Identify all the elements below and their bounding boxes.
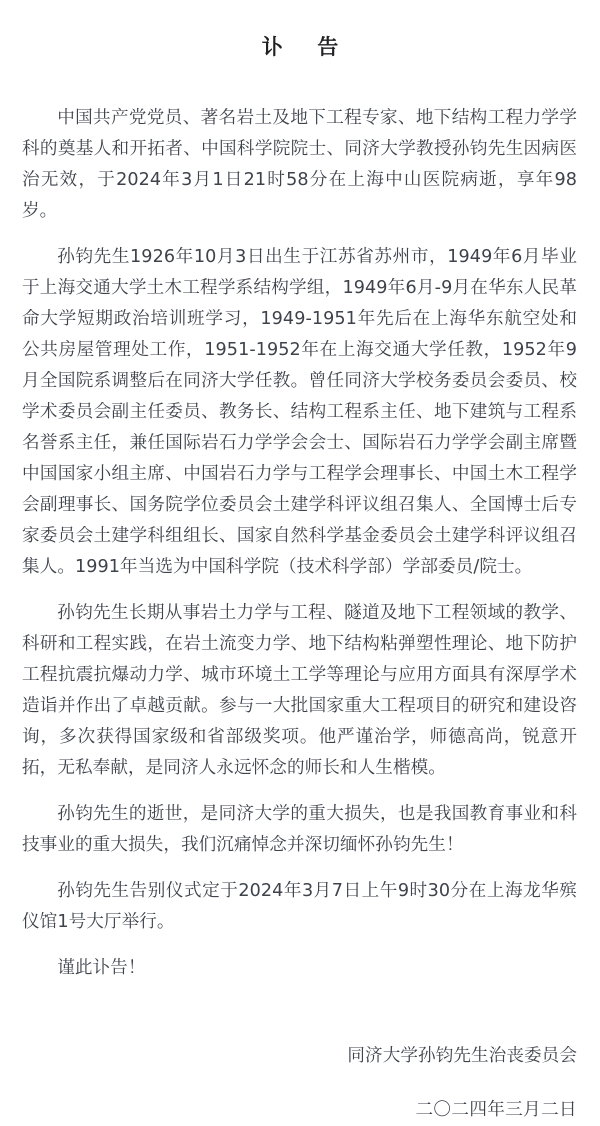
signature-date: 二〇二四年三月二日 [415, 1100, 577, 1120]
document-body [0, 103, 600, 984]
paragraph-condolence: 孙钧先生的逝世，是同济大学的重大损失，也是我国教育事业和科技事业的重大损失，我们沉痛悼念并深切缅怀孙钧先生！ [22, 804, 577, 855]
page-title: 讣 告 [261, 35, 345, 59]
paragraph-closing: 谨此讣告！ [57, 958, 146, 978]
signature-block [0, 1041, 600, 1126]
paragraph-ceremony: 孙钧先生告别仪式定于2024年3月7日上午9时30分在上海龙华殡仪馆1号大厅举行。 [22, 881, 577, 932]
paragraph-achievements: 孙钧先生长期从事岩土力学与工程、隧道及地下工程领域的教学、科研和工程实践，在岩土流变力学、地下结构粘弹塑性理论、地下防护工程抗震抗爆动力学、城市环境土工学等理论与应用方面具有深厚学术造诣并作出了卓越贡献。参与一大批国家重大工程项目的研究和建设咨询，多次获得国家级和省部级奖项。他严谨治学，师德高尚，锐意开拓，无私奉献，是同济人永远怀念的师长和人生楷模。 [22, 603, 577, 778]
signature-organization: 同济大学孙钧先生治丧委员会 [347, 1046, 577, 1066]
paragraph-announcement: 中国共产党党员、著名岩土及地下工程专家、地下结构工程力学学科的奠基人和开拓者、中国科学院院士、同济大学教授孙钧先生因病医治无效，于2024年3月1日21时58分在上海中山医院病逝，享年98岁。 [22, 108, 577, 221]
paragraph-biography: 孙钧先生1926年10月3日出生于江苏省苏州市，1949年6月毕业于上海交通大学土木工程学系结构学组，1949年6月-9月在华东人民革命大学短期政治培训班学习，1949-1951年先后在上海华东航空处和公共房屋管理处工作，1951-1952年在上海交通大学任教，1952年9月全国院系调整后在同济大学任教。曾任同济大学校务委员会委员、校学术委员会副主任委员、教务长、结构工程系主任、地下建筑与工程系名誉系主任，兼任国际岩石力学学会会士、国际岩石力学学会副主席暨中国国家小组主席、中国岩石力学与工程学会理事长、中国土木工程学会副理事长、国务院学位委员会土建学科评议组召集人、全国博士后专家委员会土建学科组组长、国家自然科学基金委员会土建学科评议组召集人。1991年当选为中国科学院（技术科学部）学部委员/院士。 [22, 247, 577, 577]
